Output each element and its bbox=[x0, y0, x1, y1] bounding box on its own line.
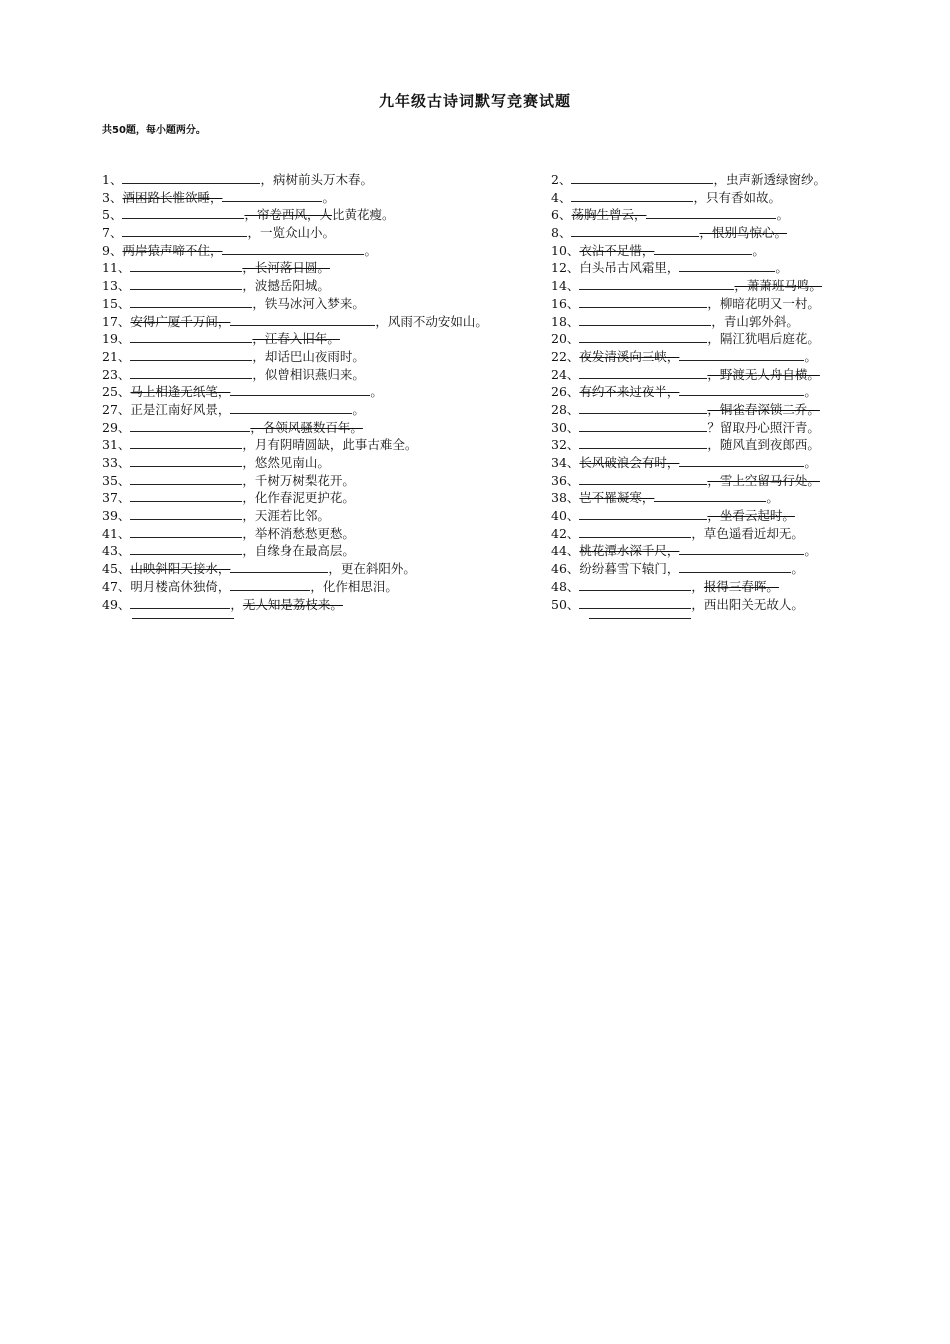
answer-blank[interactable] bbox=[130, 490, 242, 502]
question-item bbox=[551, 578, 851, 596]
answer-blank[interactable] bbox=[579, 314, 711, 326]
question-item bbox=[551, 383, 851, 401]
question-item bbox=[551, 295, 851, 313]
question-item bbox=[551, 401, 851, 419]
question-number: 49、 bbox=[102, 596, 131, 612]
verse-text: ，西出阳关无故人。 bbox=[691, 596, 804, 612]
struck-verse-text: ，铜雀春深锁二乔。 bbox=[707, 401, 820, 417]
right-question-column bbox=[551, 171, 851, 613]
answer-blank[interactable] bbox=[130, 296, 252, 308]
question-item bbox=[102, 507, 542, 525]
page-title: 九年级古诗词默写竞赛试题 bbox=[378, 92, 571, 110]
struck-verse-text: 安得广厦千万间， bbox=[130, 313, 231, 329]
answer-blank[interactable] bbox=[579, 579, 691, 591]
question-number: 22、 bbox=[551, 348, 580, 364]
answer-blank[interactable] bbox=[130, 597, 230, 609]
question-item bbox=[102, 383, 542, 401]
struck-verse-text: 荡胸生曾云， bbox=[571, 207, 647, 223]
verse-text: ，千树万树梨花开。 bbox=[242, 472, 355, 488]
verse-text: 。 bbox=[804, 348, 817, 364]
question-item bbox=[551, 259, 851, 277]
answer-blank[interactable] bbox=[646, 207, 776, 219]
verse-text: ， bbox=[230, 596, 243, 612]
answer-blank[interactable] bbox=[130, 367, 252, 379]
question-item bbox=[102, 436, 542, 454]
struck-verse-text: 岂不罹凝寒， bbox=[579, 490, 655, 506]
struck-verse-text: 两岸猿声啼不住， bbox=[122, 242, 223, 258]
verse-text: ，风雨不动安如山。 bbox=[375, 313, 488, 329]
answer-blank-continuation[interactable] bbox=[589, 617, 691, 619]
verse-text: 白头吊古风霜里， bbox=[579, 260, 680, 276]
question-number: 39、 bbox=[102, 508, 131, 524]
verse-text: ，悠然见南山。 bbox=[242, 455, 330, 470]
question-item bbox=[551, 330, 851, 348]
question-number: 35、 bbox=[102, 472, 131, 488]
struck-verse-text: ，江春入旧年。 bbox=[252, 331, 340, 347]
answer-blank[interactable] bbox=[571, 225, 699, 237]
verse-text: ，举杯消愁愁更愁。 bbox=[242, 525, 355, 541]
question-number: 21、 bbox=[102, 348, 131, 364]
verse-text: ，草色遥看近却无。 bbox=[691, 525, 804, 541]
verse-text: ，波撼岳阳城。 bbox=[242, 278, 330, 294]
question-number: 33、 bbox=[102, 455, 131, 470]
question-number: 45、 bbox=[102, 561, 131, 577]
question-number: 19、 bbox=[102, 331, 131, 347]
struck-verse-text: 有约不来过夜半， bbox=[579, 384, 680, 400]
question-number: 1、 bbox=[102, 172, 123, 187]
answer-blank[interactable] bbox=[122, 172, 260, 184]
question-item bbox=[551, 348, 851, 366]
question-item bbox=[551, 542, 851, 560]
question-item bbox=[551, 277, 851, 295]
question-item bbox=[102, 330, 542, 348]
answer-blank[interactable] bbox=[122, 225, 247, 237]
answer-blank[interactable] bbox=[579, 597, 691, 609]
answer-blank[interactable] bbox=[579, 402, 707, 414]
question-item bbox=[102, 348, 542, 366]
verse-text: ，月有阴晴圆缺，此事古难全。 bbox=[242, 437, 418, 453]
question-number: 25、 bbox=[102, 384, 131, 400]
struck-verse-text: 夜发清溪向三峡， bbox=[579, 348, 680, 364]
question-item bbox=[551, 525, 851, 543]
verse-text: 。 bbox=[766, 490, 779, 506]
question-item bbox=[551, 436, 851, 454]
answer-blank[interactable] bbox=[579, 367, 707, 379]
verse-text: 。 bbox=[791, 561, 804, 577]
struck-verse-text: ，恨别鸟惊心。 bbox=[699, 225, 787, 241]
question-number: 14、 bbox=[551, 278, 580, 294]
question-number: 4、 bbox=[551, 189, 572, 205]
verse-text: ，天涯若比邻。 bbox=[242, 508, 330, 524]
question-number: 42、 bbox=[551, 525, 580, 541]
question-item bbox=[551, 224, 851, 242]
answer-blank[interactable] bbox=[130, 543, 242, 555]
question-item bbox=[551, 596, 851, 614]
question-number: 38、 bbox=[551, 490, 580, 506]
answer-blank[interactable] bbox=[222, 243, 364, 255]
question-number: 3、 bbox=[102, 189, 123, 205]
question-item bbox=[102, 171, 542, 189]
question-number: 28、 bbox=[551, 401, 580, 417]
answer-blank[interactable] bbox=[130, 331, 252, 343]
answer-blank[interactable] bbox=[130, 526, 242, 538]
verse-text: 比黄花瘦。 bbox=[331, 207, 395, 223]
question-item bbox=[551, 366, 851, 384]
answer-blank[interactable] bbox=[579, 331, 707, 343]
answer-blank-continuation[interactable] bbox=[132, 617, 234, 619]
verse-text: ，柳暗花明又一村。 bbox=[707, 295, 820, 311]
verse-text: ，一览众山小。 bbox=[247, 225, 335, 241]
question-number: 29、 bbox=[102, 419, 131, 435]
question-number: 44、 bbox=[551, 543, 580, 559]
question-item bbox=[551, 189, 851, 207]
verse-text: 。 bbox=[776, 207, 789, 223]
question-number: 41、 bbox=[102, 525, 131, 541]
question-item bbox=[551, 206, 851, 224]
verse-text: 。 bbox=[775, 260, 788, 276]
struck-verse-text: ，坐看云起时。 bbox=[707, 508, 795, 524]
question-item bbox=[102, 596, 542, 614]
answer-blank[interactable] bbox=[130, 437, 242, 449]
question-item bbox=[102, 578, 542, 596]
answer-blank[interactable] bbox=[230, 579, 310, 591]
verse-text: ，隔江犹唱后庭花。 bbox=[707, 331, 820, 347]
question-number: 47、 bbox=[102, 578, 131, 594]
verse-text: ， bbox=[691, 578, 704, 594]
question-number: 31、 bbox=[102, 437, 131, 453]
verse-text: 。 bbox=[804, 543, 817, 559]
answer-blank[interactable] bbox=[679, 349, 804, 361]
question-number: 32、 bbox=[551, 437, 580, 453]
question-number: 23、 bbox=[102, 366, 131, 382]
question-item bbox=[102, 295, 542, 313]
question-number: 13、 bbox=[102, 278, 131, 294]
answer-blank[interactable] bbox=[654, 243, 752, 255]
struck-verse-text: 无人知是荔枝来。 bbox=[242, 596, 343, 612]
question-item bbox=[102, 206, 542, 224]
question-item bbox=[102, 189, 542, 207]
question-item bbox=[102, 242, 542, 260]
struck-verse-text: ，长河落日圆。 bbox=[242, 260, 330, 276]
question-number: 26、 bbox=[551, 384, 580, 400]
question-number: 9、 bbox=[102, 242, 123, 258]
struck-verse-text: 酒困路长惟欲睡， bbox=[122, 189, 223, 205]
verse-text: 纷纷暮雪下辕门， bbox=[579, 561, 680, 577]
question-number: 34、 bbox=[551, 455, 580, 470]
verse-text: ，更在斜阳外。 bbox=[328, 561, 416, 577]
question-item bbox=[102, 419, 542, 437]
question-number: 46、 bbox=[551, 561, 580, 577]
verse-text: 。 bbox=[752, 242, 765, 258]
question-item bbox=[551, 454, 851, 472]
question-number: 36、 bbox=[551, 472, 580, 488]
question-item bbox=[102, 259, 542, 277]
verse-text: 。 bbox=[370, 384, 383, 400]
question-item bbox=[551, 560, 851, 578]
verse-text: ？留取丹心照汗青。 bbox=[707, 419, 820, 435]
answer-blank[interactable] bbox=[679, 260, 775, 272]
verse-text: 。 bbox=[322, 189, 335, 205]
question-item bbox=[102, 454, 542, 472]
answer-blank[interactable] bbox=[122, 207, 244, 219]
answer-blank[interactable] bbox=[230, 314, 375, 326]
question-item bbox=[102, 401, 542, 419]
question-item bbox=[102, 489, 542, 507]
question-number: 50、 bbox=[551, 596, 580, 612]
verse-text: 正是江南好风景， bbox=[130, 401, 231, 417]
question-number: 17、 bbox=[102, 313, 131, 329]
verse-text: ，却话巴山夜雨时。 bbox=[252, 348, 365, 364]
answer-blank[interactable] bbox=[679, 455, 804, 467]
answer-blank[interactable] bbox=[579, 437, 707, 449]
question-item bbox=[102, 313, 542, 331]
question-item bbox=[551, 419, 851, 437]
question-number: 27、 bbox=[102, 401, 131, 417]
struck-verse-text: 山映斜阳天接水， bbox=[130, 561, 231, 577]
answer-blank[interactable] bbox=[230, 561, 328, 573]
question-number: 43、 bbox=[102, 543, 131, 559]
answer-blank[interactable] bbox=[130, 278, 242, 290]
question-number: 48、 bbox=[551, 578, 580, 594]
answer-blank[interactable] bbox=[130, 260, 242, 272]
question-number: 8、 bbox=[551, 225, 572, 241]
question-item bbox=[102, 224, 542, 242]
answer-blank[interactable] bbox=[579, 508, 707, 520]
question-number: 37、 bbox=[102, 490, 131, 506]
verse-text: 。 bbox=[804, 455, 817, 470]
verse-text: ，化作相思泪。 bbox=[310, 578, 398, 594]
struck-verse-text: ，帘卷西风，人 bbox=[244, 207, 332, 223]
answer-blank[interactable] bbox=[230, 384, 370, 396]
question-item bbox=[551, 171, 851, 189]
left-question-column bbox=[102, 171, 542, 613]
struck-verse-text: ，萧萧班马鸣。 bbox=[734, 278, 822, 294]
verse-text: ，化作春泥更护花。 bbox=[242, 490, 355, 506]
question-number: 18、 bbox=[551, 313, 580, 329]
answer-blank[interactable] bbox=[579, 296, 707, 308]
question-number: 10、 bbox=[551, 242, 580, 258]
verse-text: 。 bbox=[364, 242, 377, 258]
answer-blank[interactable] bbox=[130, 420, 250, 432]
answer-blank[interactable] bbox=[579, 526, 691, 538]
question-number: 11、 bbox=[102, 260, 131, 276]
struck-verse-text: 马上相逢无纸笔， bbox=[130, 384, 231, 400]
answer-blank[interactable] bbox=[130, 508, 242, 520]
question-item bbox=[551, 242, 851, 260]
answer-blank[interactable] bbox=[571, 190, 693, 202]
struck-verse-text: ，各领风骚数百年。 bbox=[250, 419, 363, 435]
question-number: 7、 bbox=[102, 225, 123, 241]
verse-text: 。 bbox=[352, 401, 365, 417]
struck-verse-text: 长风破浪会有时， bbox=[579, 455, 680, 470]
question-number: 12、 bbox=[551, 260, 580, 276]
struck-verse-text: ，野渡无人舟自横。 bbox=[707, 366, 820, 382]
verse-text: ，似曾相识燕归来。 bbox=[252, 366, 365, 382]
struck-verse-text: ，雪上空留马行处。 bbox=[707, 472, 820, 488]
answer-blank[interactable] bbox=[579, 278, 734, 290]
question-number: 6、 bbox=[551, 207, 572, 223]
verse-text: ，青山郭外斜。 bbox=[711, 313, 799, 329]
verse-text: 。 bbox=[804, 384, 817, 400]
question-number: 20、 bbox=[551, 331, 580, 347]
answer-blank[interactable] bbox=[222, 190, 322, 202]
answer-blank[interactable] bbox=[654, 490, 766, 502]
struck-verse-text: 衣沾不足惜， bbox=[579, 242, 655, 258]
answer-blank[interactable] bbox=[571, 172, 713, 184]
question-number: 40、 bbox=[551, 508, 580, 524]
question-item bbox=[551, 507, 851, 525]
verse-text: ，只有香如故。 bbox=[693, 189, 781, 205]
verse-text: ，虫声新透绿窗纱。 bbox=[713, 172, 826, 187]
answer-blank[interactable] bbox=[230, 402, 352, 414]
question-item bbox=[102, 542, 542, 560]
verse-text: ，自缘身在最高层。 bbox=[242, 543, 355, 559]
question-item bbox=[551, 489, 851, 507]
struck-verse-text: 报得三春晖。 bbox=[703, 578, 779, 594]
question-number: 16、 bbox=[551, 295, 580, 311]
question-item bbox=[551, 472, 851, 490]
question-number: 15、 bbox=[102, 295, 131, 311]
answer-blank[interactable] bbox=[130, 349, 252, 361]
answer-blank[interactable] bbox=[679, 543, 804, 555]
answer-blank[interactable] bbox=[679, 561, 791, 573]
question-item bbox=[102, 525, 542, 543]
struck-verse-text: 桃花潭水深千尺， bbox=[579, 543, 680, 559]
answer-blank[interactable] bbox=[579, 420, 707, 432]
verse-text: ，病树前头万木春。 bbox=[260, 172, 373, 187]
question-number: 30、 bbox=[551, 419, 580, 435]
answer-blank[interactable] bbox=[579, 473, 707, 485]
question-item bbox=[102, 472, 542, 490]
question-item bbox=[102, 560, 542, 578]
answer-blank[interactable] bbox=[679, 384, 804, 396]
verse-text: ，铁马冰河入梦来。 bbox=[252, 295, 365, 311]
instructions: 共50题，每小题两分。 bbox=[102, 125, 206, 136]
answer-blank[interactable] bbox=[130, 455, 242, 467]
question-item bbox=[102, 366, 542, 384]
question-item bbox=[551, 313, 851, 331]
question-number: 24、 bbox=[551, 366, 580, 382]
verse-text: ，随风直到夜郎西。 bbox=[707, 437, 820, 453]
verse-text: 明月楼高休独倚， bbox=[130, 578, 231, 594]
question-item bbox=[102, 277, 542, 295]
answer-blank[interactable] bbox=[130, 473, 242, 485]
question-number: 5、 bbox=[102, 207, 123, 223]
question-number: 2、 bbox=[551, 172, 572, 187]
